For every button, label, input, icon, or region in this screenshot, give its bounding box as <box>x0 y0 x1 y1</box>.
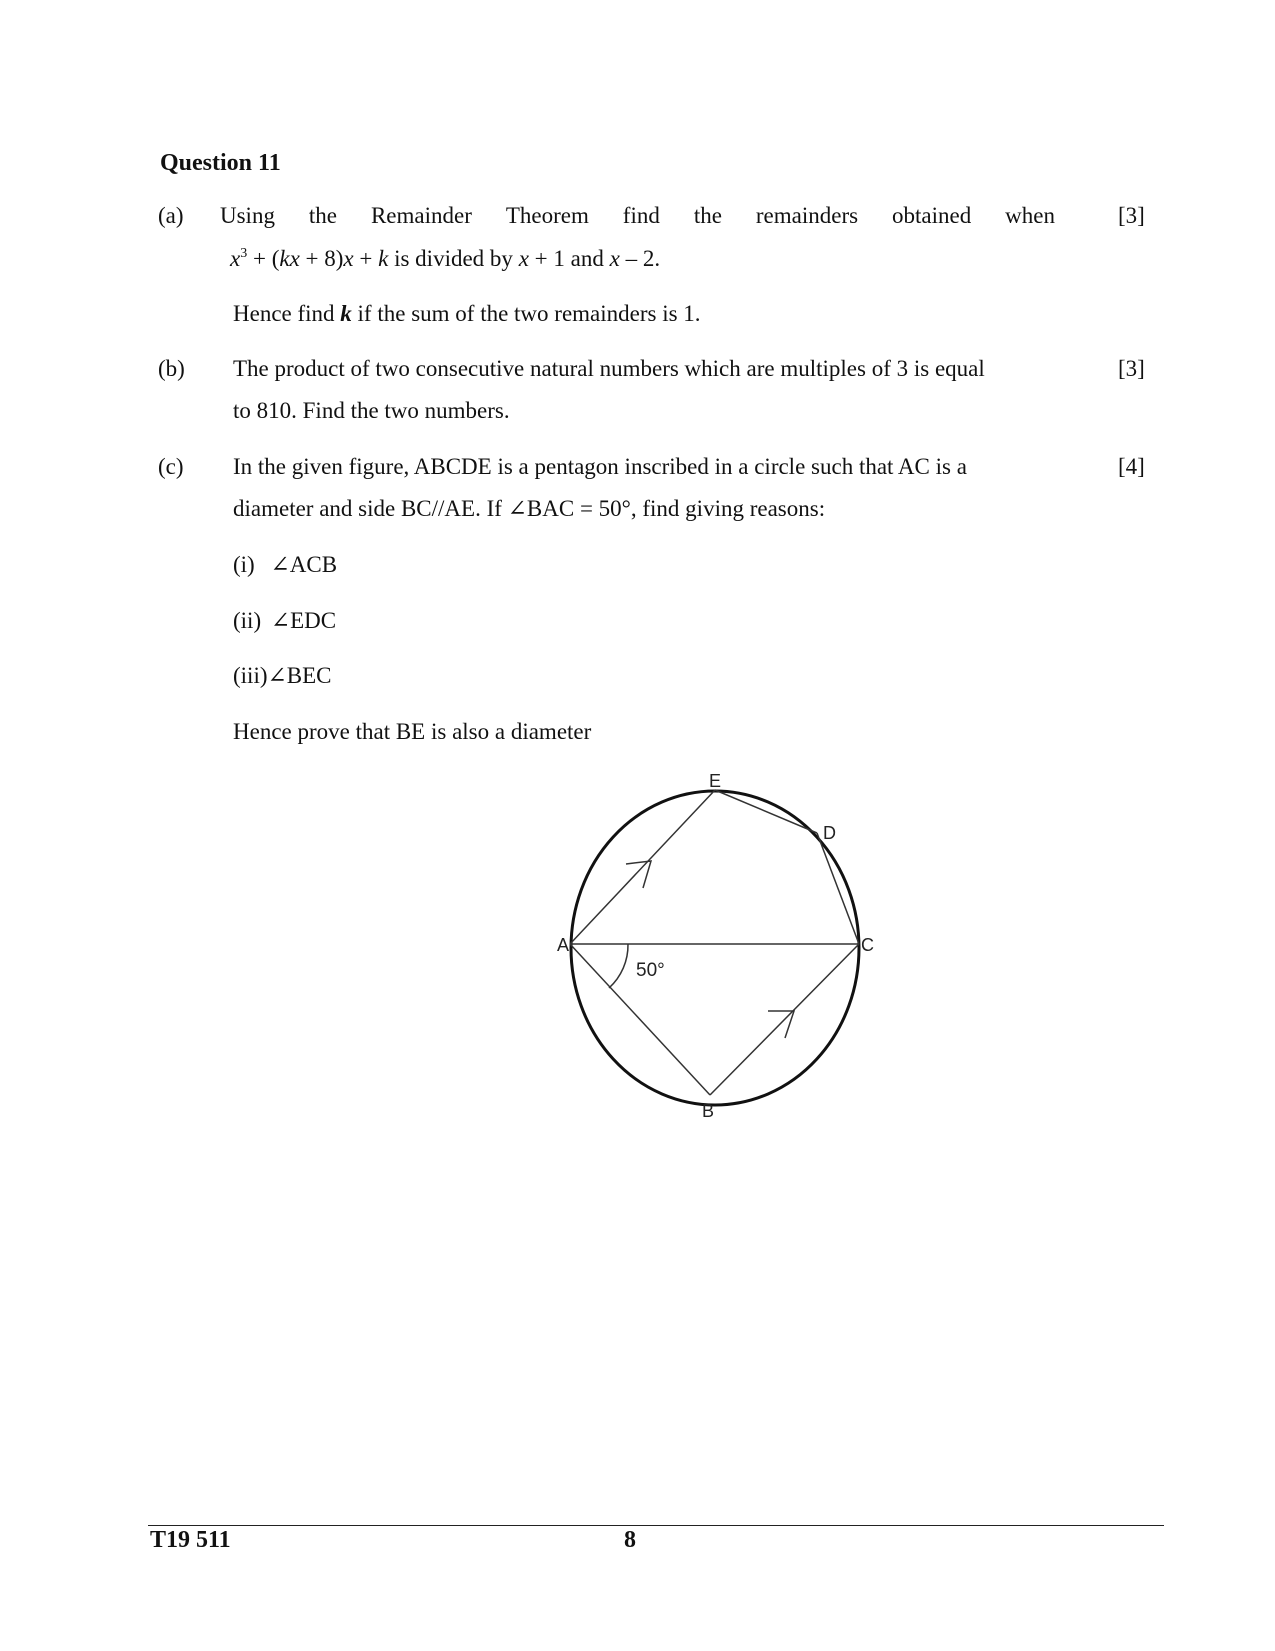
point-label-c: C <box>861 935 874 955</box>
word: remainders <box>755 203 859 228</box>
part-a-line1 <box>220 202 1055 230</box>
word: the <box>308 203 338 228</box>
part-c-label: (c) <box>158 454 184 479</box>
subpart-ii <box>233 607 336 635</box>
parallel-arrow-bc <box>768 1011 794 1038</box>
part-c-conclusion: Hence prove that BE is also a diameter <box>233 719 592 744</box>
page-number: 8 <box>624 1527 636 1553</box>
point-label-d: D <box>823 823 836 843</box>
part-c-line1: In the given figure, ABCDE is a pentagon inscribed in a circle such that AC is a <box>233 454 967 479</box>
word: when <box>1005 203 1055 228</box>
side-bc <box>710 944 859 1095</box>
footer-code: T19 511 <box>150 1527 231 1553</box>
part-a-hence: Hence find k if the sum of the two remainders is 1. <box>233 301 701 326</box>
subpart-text: ∠BEC <box>267 663 332 688</box>
side-ed <box>715 790 817 833</box>
subpart-iii <box>233 662 332 690</box>
point-label-a: A <box>557 935 570 955</box>
word: obtained <box>892 203 972 228</box>
parallel-arrow-ae <box>626 861 651 888</box>
word: Using <box>220 203 275 228</box>
footer-rule <box>148 1525 1164 1526</box>
subpart-i <box>233 551 337 579</box>
part-c-line2: diameter and side BC//AE. If ∠BAC = 50°, find giving reasons: <box>233 496 826 521</box>
part-b-line2: to 810. Find the two numbers. <box>233 398 510 423</box>
part-b-marks: [3] <box>1118 356 1145 381</box>
part-b-label: (b) <box>158 356 185 381</box>
angle-arc-bac <box>609 944 628 988</box>
pentagon-circle-figure <box>540 760 880 1130</box>
word: Remainder <box>370 203 472 228</box>
subpart-label: (ii) <box>233 608 262 633</box>
subpart-label: (i) <box>233 552 255 577</box>
part-c-marks: [4] <box>1118 454 1145 479</box>
word: find <box>622 203 660 228</box>
word: Theorem <box>505 203 589 228</box>
part-b-line1: The product of two consecutive natural numbers which are multiples of 3 is equal <box>233 356 985 381</box>
question-title: Question 11 <box>160 150 281 176</box>
part-a-expression: $x^3 + (kx + 8)x + k$ is divided by x + 1 and x – 2. <box>230 246 661 271</box>
point-label-b: B <box>702 1101 715 1121</box>
circle <box>571 791 859 1105</box>
subpart-text: ∠ACB <box>270 552 338 577</box>
angle-label: 50° <box>636 960 665 981</box>
word: the <box>693 203 722 228</box>
point-label-e: E <box>709 771 722 791</box>
subpart-text: ∠EDC <box>270 608 337 633</box>
part-a-marks: [3] <box>1118 203 1145 228</box>
part-a-label: (a) <box>158 203 184 228</box>
side-dc <box>817 833 859 944</box>
subpart-label: (iii) <box>233 663 268 688</box>
